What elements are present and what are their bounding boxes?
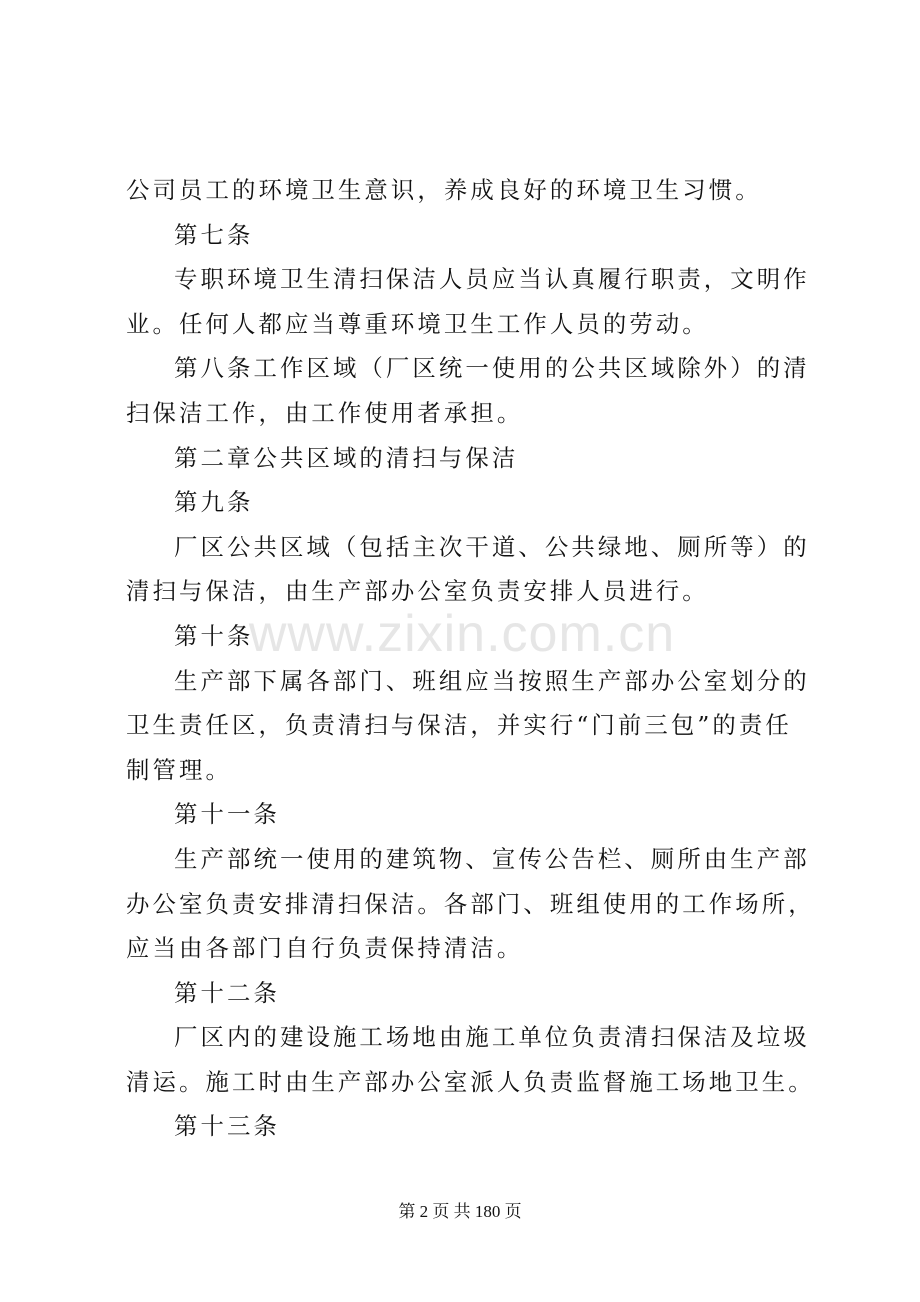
article-10-heading: 第十条 (174, 621, 254, 650)
chapter-2-heading: 第二章公共区域的清扫与保洁 (174, 443, 519, 472)
article-13-heading: 第十三条 (174, 1112, 280, 1141)
article-9-heading: 第九条 (174, 488, 254, 517)
article-12-body: 厂区内的建设施工场地由施工单位负责清扫保洁及垃圾清运。施工时由生产部办公室派人负责监督施工场地卫生。 (126, 1023, 815, 1096)
article-11-heading: 第十一条 (174, 800, 280, 829)
article-10-body: 生产部下属各部门、班组应当按照生产部办公室划分的卫生责任区，负责清扫与保洁，并实行“门前三包”的责任制管理。 (126, 666, 810, 784)
article-11-body: 生产部统一使用的建筑物、宣传公告栏、厕所由生产部办公室负责安排清扫保洁。各部门、班组使用的工作场所，应当由各部门自行负责保持清洁。 (126, 844, 815, 963)
watermark: www.zixin.com.cn (248, 605, 676, 663)
article-9-body: 厂区公共区域（包括主次干道、公共绿地、厕所等）的清扫与保洁，由生产部办公室负责安排人员进行。 (126, 532, 810, 606)
page-footer: 第 2 页 共 180 页 (398, 1202, 522, 1221)
article-7-body: 专职环境卫生清扫保洁人员应当认真履行职责，文明作业。任何人都应当尊重环境卫生工作人员的劳动。 (126, 265, 810, 338)
article-7-heading: 第七条 (174, 220, 254, 249)
article-12-heading: 第十二条 (174, 978, 280, 1007)
document-body (126, 168, 816, 1149)
article-8: 第八条工作区域（厂区统一使用的公共区域除外）的清扫保洁工作，由工作使用者承担。 (126, 354, 810, 427)
paragraph-1: 公司员工的环境卫生意识，养成良好的环境卫生习惯。 (126, 176, 762, 204)
